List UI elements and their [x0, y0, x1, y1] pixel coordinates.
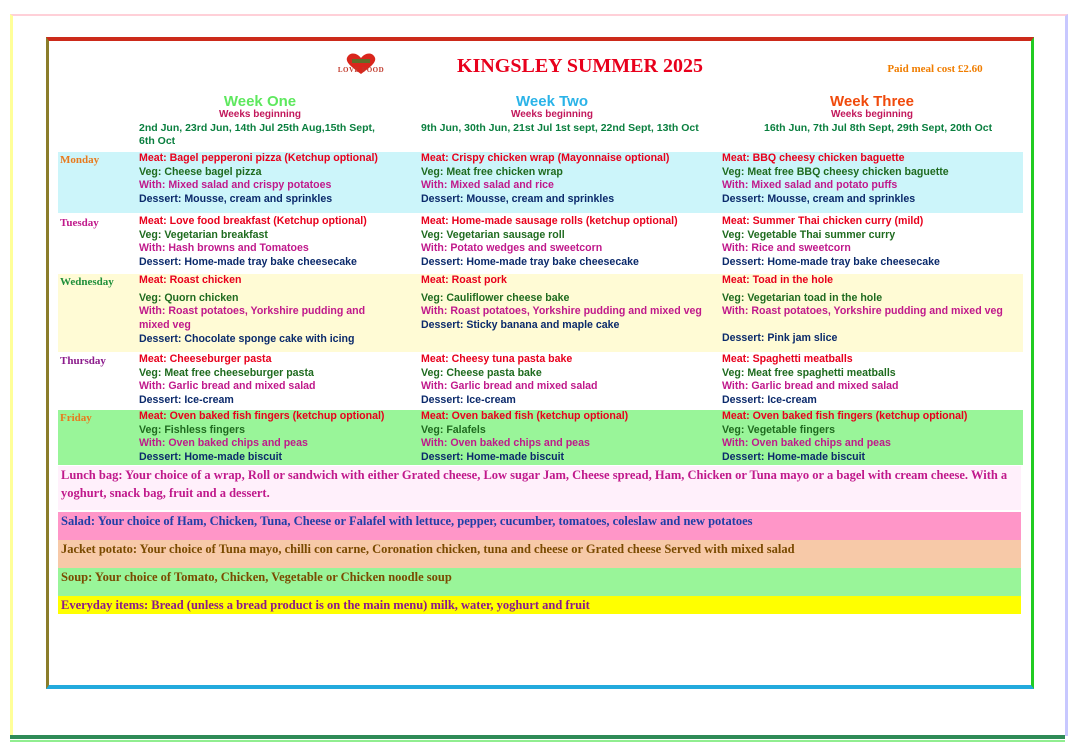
- side-option: With: Oven baked chips and peas: [421, 437, 590, 450]
- dessert-option: Dessert: Sticky banana and maple cake: [421, 319, 620, 332]
- week-one-menu: [139, 152, 414, 207]
- week-three-menu: [722, 353, 1022, 408]
- meat-option: Meat: Roast chicken: [139, 274, 242, 286]
- bottom-divider-light: [10, 740, 1065, 742]
- jacket-potato-info: Jacket potato: Your choice of Tuna mayo, chilli con carne, Coronation chicken, tuna and cheese or Grated cheese Served with mixed salad: [58, 540, 1021, 568]
- day-label: Friday: [60, 412, 92, 424]
- week-two-dates: 9th Jun, 30th Jun, 21st Jul 1st sept, 22nd Sept, 13th Oct: [421, 122, 699, 134]
- meat-option: Meat: BBQ cheesy chicken baguette: [722, 152, 905, 164]
- side-option: With: Rice and sweetcorn: [722, 242, 851, 255]
- day-row-friday: [58, 410, 1023, 465]
- week-title: Week Two: [516, 93, 588, 110]
- side-option: With: Roast potatoes, Yorkshire pudding and mixed veg: [139, 305, 366, 332]
- week-three-menu: [722, 274, 1022, 346]
- week-subtitle: Weeks beginning: [510, 109, 594, 120]
- week-three-menu: [722, 410, 1022, 465]
- week-one-menu: [139, 353, 414, 408]
- dessert-option: Dessert: Home-made tray bake cheesecake: [722, 256, 940, 269]
- meat-option: Meat: Love food breakfast (Ketchup optional): [139, 215, 367, 227]
- dessert-option: Dessert: Home-made biscuit: [139, 451, 283, 464]
- day-row-tuesday: [58, 215, 1023, 274]
- week-one-dates: 2nd Jun, 23rd Jun, 14th Jul 25th Aug,15th Sept, 6th Oct: [139, 122, 375, 147]
- lunch-bag-info: Lunch bag: Your choice of a wrap, Roll or sandwich with either Grated cheese, Low sugar Jam, Cheese spread, Ham, Chicken or Tuna mayo or a bagel with cream cheese. With a yoghurt, snack bag, fruit and a dessert.: [58, 466, 1021, 510]
- week-title: Week One: [223, 93, 297, 110]
- meat-option: Meat: Spaghetti meatballs: [722, 353, 853, 365]
- side-option: With: Oven baked chips and peas: [139, 437, 308, 450]
- week-three-header: [762, 93, 982, 120]
- day-row-wednesday: [58, 274, 1023, 352]
- week-three-dates: 16th Jun, 7th Jul 8th Sept, 29th Sept, 20th Oct: [764, 122, 993, 134]
- week-subtitle: Weeks beginning: [218, 109, 302, 120]
- veg-option: Veg: Cauliflower cheese bake: [421, 291, 570, 304]
- dessert-option: Dessert: Mousse, cream and sprinkles: [421, 193, 615, 206]
- side-option: With: Oven baked chips and peas: [722, 437, 891, 450]
- meat-option: Meat: Toad in the hole: [722, 274, 834, 286]
- meat-option: Meat: Roast pork: [421, 274, 507, 286]
- dessert-option: Dessert: Home-made biscuit: [722, 451, 866, 464]
- dessert-option: Dessert: Ice-cream: [139, 394, 234, 407]
- veg-option: Veg: Meat free spaghetti meatballs: [722, 366, 896, 379]
- veg-option: Veg: Cheese pasta bake: [421, 366, 542, 379]
- dessert-option: Dessert: Home-made tray bake cheesecake: [139, 256, 357, 269]
- day-row-monday: [58, 152, 1023, 213]
- soup-info: Soup: Your choice of Tomato, Chicken, Vegetable or Chicken noodle soup: [58, 568, 1021, 596]
- side-option: With: Garlic bread and mixed salad: [722, 380, 899, 393]
- week-one-menu: [139, 274, 394, 347]
- day-label: Thursday: [60, 355, 106, 367]
- week-two-menu: [421, 410, 711, 465]
- bottom-divider: [10, 735, 1065, 739]
- week-subtitle: Weeks beginning: [830, 109, 914, 120]
- side-option: With: Hash browns and Tomatoes: [139, 242, 309, 255]
- salad-info: Salad: Your choice of Ham, Chicken, Tuna, Cheese or Falafel with lettuce, pepper, cucumber, tomatoes, coleslaw and new potatoes: [58, 512, 1021, 540]
- day-row-thursday: [58, 353, 1023, 410]
- veg-option: Veg: Quorn chicken: [139, 291, 239, 304]
- day-label: Monday: [60, 154, 100, 166]
- dessert-option: Dessert: Pink jam slice: [722, 332, 838, 345]
- week-two-menu: [421, 215, 711, 270]
- veg-option: Veg: Meat free cheeseburger pasta: [139, 366, 314, 379]
- paid-meal-cost: Paid meal cost £2.60: [887, 63, 983, 75]
- dessert-option: Dessert: Mousse, cream and sprinkles: [139, 193, 333, 206]
- meat-option: Meat: Home-made sausage rolls (ketchup optional): [421, 215, 678, 227]
- week-three-menu: [722, 215, 1022, 270]
- day-label: Tuesday: [60, 217, 99, 229]
- side-option: With: Mixed salad and crispy potatoes: [139, 179, 332, 192]
- side-option: With: Garlic bread and mixed salad: [421, 380, 598, 393]
- veg-option: Veg: Vegetable Thai summer curry: [722, 228, 896, 241]
- side-option: With: Roast potatoes, Yorkshire pudding and mixed veg: [722, 305, 1003, 318]
- veg-option: Veg: Vegetarian sausage roll: [421, 228, 565, 241]
- meat-option: Meat: Bagel pepperoni pizza (Ketchup optional): [139, 152, 378, 164]
- veg-option: Veg: Vegetable fingers: [722, 423, 836, 436]
- meat-option: Meat: Oven baked fish fingers (ketchup optional): [722, 410, 968, 422]
- dessert-option: Dessert: Ice-cream: [421, 394, 516, 407]
- day-label: Wednesday: [60, 276, 114, 288]
- week-two-header: [432, 93, 672, 120]
- meat-option: Meat: Oven baked fish (ketchup optional): [421, 410, 629, 422]
- dessert-option: Dessert: Mousse, cream and sprinkles: [722, 193, 916, 206]
- side-option: With: Mixed salad and potato puffs: [722, 179, 898, 192]
- veg-option: Veg: Meat free chicken wrap: [421, 165, 563, 178]
- week-one-menu: [139, 410, 414, 465]
- dessert-option: Dessert: Chocolate sponge cake with icing: [139, 332, 355, 345]
- meat-option: Meat: Summer Thai chicken curry (mild): [722, 215, 924, 227]
- veg-option: Veg: Falafels: [421, 423, 486, 436]
- dessert-option: Dessert: Ice-cream: [722, 394, 817, 407]
- week-two-menu: [421, 274, 706, 333]
- meat-option: Meat: Cheesy tuna pasta bake: [421, 353, 573, 365]
- week-two-menu: [421, 353, 711, 408]
- dessert-option: Dessert: Home-made biscuit: [421, 451, 565, 464]
- week-two-menu: [421, 152, 711, 207]
- meat-option: Meat: Crispy chicken wrap (Mayonnaise optional): [421, 152, 670, 164]
- week-one-header: [150, 93, 370, 120]
- week-title: Week Three: [830, 93, 914, 110]
- side-option: With: Potato wedges and sweetcorn: [421, 242, 603, 255]
- dessert-option: Dessert: Home-made tray bake cheesecake: [421, 256, 639, 269]
- veg-option: Veg: Vegetarian breakfast: [139, 228, 268, 241]
- veg-option: Veg: Cheese bagel pizza: [139, 165, 262, 178]
- week-three-menu: [722, 152, 1022, 207]
- veg-option: Veg: Vegetarian toad in the hole: [722, 291, 883, 304]
- meat-option: Meat: Oven baked fish fingers (ketchup optional): [139, 410, 385, 422]
- side-option: With: Roast potatoes, Yorkshire pudding and mixed veg: [421, 305, 702, 318]
- meat-option: Meat: Cheeseburger pasta: [139, 353, 272, 365]
- page-title: KINGSLEY SUMMER 2025: [457, 55, 703, 77]
- week-one-menu: [139, 215, 414, 270]
- side-option: With: Garlic bread and mixed salad: [139, 380, 316, 393]
- veg-option: Veg: Fishless fingers: [139, 423, 245, 436]
- side-option: With: Mixed salad and rice: [421, 179, 554, 192]
- veg-option: Veg: Meat free BBQ cheesy chicken baguette: [722, 165, 949, 178]
- everyday-items-info: Everyday items: Bread (unless a bread product is on the main menu) milk, water, yoghurt and fruit: [58, 596, 1021, 614]
- logo-text: LOVE FOOD: [337, 66, 385, 74]
